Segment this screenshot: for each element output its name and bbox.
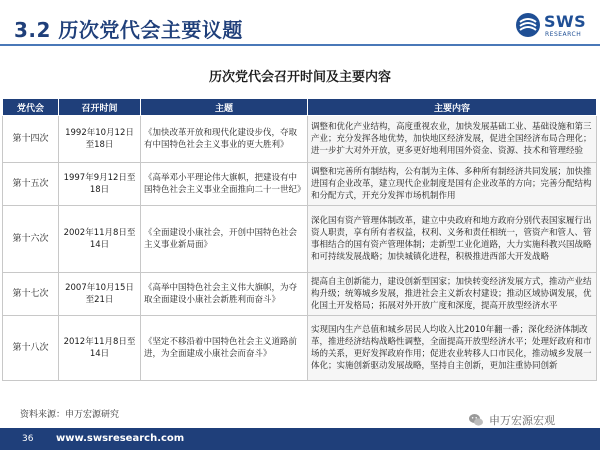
header-theme: 主题 (141, 99, 308, 116)
sws-logo (515, 12, 593, 42)
cell-session: 第十七次 (3, 273, 59, 316)
header-session: 党代会 (3, 99, 59, 116)
page-number: 36 (22, 434, 34, 444)
cell-time: 1997年9月12日至18日 (59, 163, 141, 206)
cell-content: 实现国内生产总值和城乡居民人均收入比2010年翻一番；深化经济体制改革，推进经济结构战略性调整，全面提高开放型经济水平；处理好政府和市场的关系，更好发挥政府作用；促进农业转移人口市民化，推动城乡发展一体化；实施创新驱动发展战略，坚持自主创新，更加注重协同创新 (308, 316, 597, 381)
watermark (468, 411, 598, 429)
wechat-icon (468, 412, 484, 428)
cell-time: 2012年11月8日至14日 (59, 316, 141, 381)
slide-header (0, 0, 600, 60)
cell-theme: 《高举中国特色社会主义伟大旗帜，为夺取全面建设小康社会新胜利而奋斗》 (141, 273, 308, 316)
header-time: 召开时间 (59, 99, 141, 116)
table-row (3, 163, 597, 206)
cell-theme: 《高举邓小平理论伟大旗帜，把建设有中国特色社会主义事业全面推向二十一世纪》 (141, 163, 308, 206)
table-row (3, 273, 597, 316)
sws-logo-icon (515, 12, 541, 38)
cell-session: 第十四次 (3, 116, 59, 163)
logo-subtitle: RESEARCH (545, 31, 582, 38)
source-note: 资料来源：申万宏源研究 (20, 410, 120, 420)
header-content: 主要内容 (308, 99, 597, 116)
table-row (3, 206, 597, 273)
cell-session: 第十五次 (3, 163, 59, 206)
cell-time: 2002年11月8日至14日 (59, 206, 141, 273)
header-divider (0, 44, 600, 46)
table-row (3, 316, 597, 381)
cell-time: 2007年10月15日至21日 (59, 273, 141, 316)
table-title: 历次党代会召开时间及主要内容 (208, 70, 391, 85)
cell-time: 1992年10月12日至18日 (59, 116, 141, 163)
table-row (3, 116, 597, 163)
cell-session: 第十六次 (3, 206, 59, 273)
cell-content: 提高自主创新能力，建设创新型国家；加快转变经济发展方式，推动产业结构升级；统筹城乡发展，推进社会主义新农村建设；推动区域协调发展，优化国土开发格局；拓展对外开放广度和深度，提高开放型经济水平 (308, 273, 597, 316)
cell-content: 深化国有资产管理体制改革，建立中央政府和地方政府分别代表国家履行出资人职责，享有所有者权益，权利、义务和责任相统一，管资产和管人、管事相结合的国有资产管理体制；走新型工业化道路，大力实施科教兴国战略和可持续发展战略；加快城镇化进程，积极推进西部大开发战略 (308, 206, 597, 273)
slide-title: 3.2 历次党代会主要议题 (14, 18, 243, 42)
cell-content: 调整和优化产业结构，高度重视农业，加快发展基础工业、基础设施和第三产业；充分发挥各地优势，加快地区经济发展，促进全国经济布局合理化；进一步扩大对外开放，更多更好地利用国外资金、资源、技术和管理经验 (308, 116, 597, 163)
logo-name: SWS (544, 12, 587, 31)
cell-theme: 《全面建设小康社会，开创中国特色社会主义事业新局面》 (141, 206, 308, 273)
cell-theme: 《坚定不移沿着中国特色社会主义道路前进，为全面建成小康社会而奋斗》 (141, 316, 308, 381)
table-header-row (3, 99, 597, 116)
cell-content: 调整和完善所有制结构，公有制为主体、多种所有制经济共同发展；加快推进国有企业改革，建立现代企业制度是国有企业改革的方向；完善分配结构和分配方式，开充分发挥市场机制作用 (308, 163, 597, 206)
congress-table (2, 98, 597, 381)
website-link[interactable]: www.swsresearch.com (56, 433, 185, 444)
cell-theme: 《加快改革开放和现代化建设步伐，夺取有中国特色社会主义事业的更大胜利》 (141, 116, 308, 163)
cell-session: 第十八次 (3, 316, 59, 381)
watermark-text: 申万宏源宏观 (489, 414, 555, 427)
